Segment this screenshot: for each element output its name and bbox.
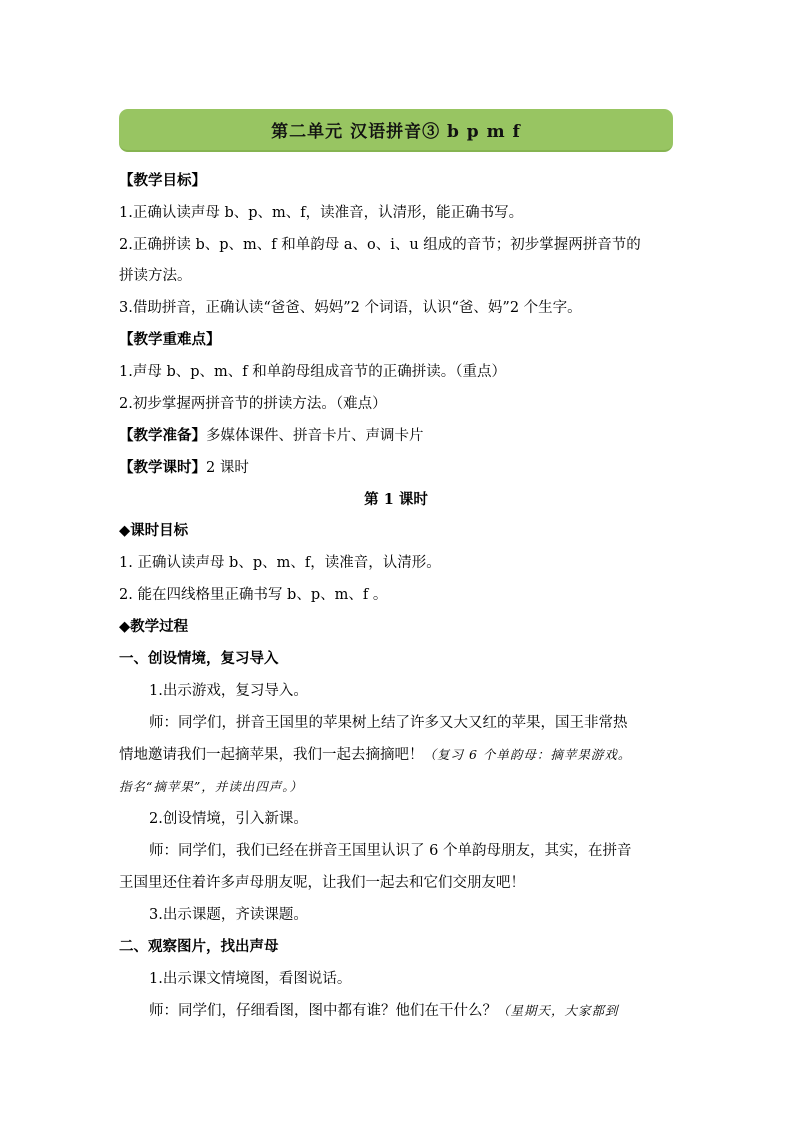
- process-heading: ◆教学过程: [119, 618, 189, 635]
- lesson-goal-item: 1. 正确认读声母 b、p、m、f，读准音，认清形。: [119, 555, 441, 571]
- paragraph-line: [119, 745, 679, 765]
- hours-label: 【教学课时】: [119, 459, 206, 476]
- lesson-goals-heading: ◆课时目标: [119, 522, 189, 539]
- lesson-goal-item: 2. 能在四线格里正确书写 b、p、m、f 。: [119, 587, 388, 603]
- objective-item: 1.正确认读声母 b、p、m、f，读准音，认清形，能正确书写。: [119, 205, 524, 221]
- step-text: 1.出示课文情境图，看图说话。: [149, 971, 352, 987]
- key-point-item: 2.初步掌握两拼音节的拼读方法。（难点）: [119, 396, 387, 412]
- unit-title-banner: [119, 109, 673, 152]
- teaching-note: （星期天，大家都到: [497, 1003, 619, 1018]
- objective-item: 2.正确拼读 b、p、m、f 和单韵母 a、o、i、u 组成的音节；初步掌握两拼音节的: [119, 237, 641, 253]
- section-heading: 二、观察图片，找出声母: [119, 938, 279, 955]
- objective-item: 拼读方法。: [119, 268, 192, 284]
- paragraph-text: 情地邀请我们一起摘苹果，我们一起去摘摘吧！: [119, 747, 424, 763]
- paragraph-line: 师：同学们，拼音王国里的苹果树上结了许多又大又红的苹果，国王非常热: [149, 715, 628, 731]
- lesson-title: 第 1 课时: [364, 491, 428, 508]
- paragraph-text: 师：同学们，仔细看图，图中都有谁？他们在干什么？: [149, 1003, 497, 1019]
- paragraph-line: 师：同学们，我们已经在拼音王国里认识了 6 个单韵母朋友，其实，在拼音: [149, 843, 632, 859]
- step-text: 2.创设情境，引入新课。: [149, 811, 308, 827]
- key-point-item: 1.声母 b、p、m、f 和单韵母组成音节的正确拼读。（重点）: [119, 364, 506, 380]
- unit-title: 第二单元 汉语拼音③ b p m f: [271, 122, 521, 142]
- preparation-row: [119, 426, 679, 446]
- preparation-text: 多媒体课件、拼音卡片、声调卡片: [206, 428, 424, 444]
- preparation-label: 【教学准备】: [119, 427, 206, 444]
- section-heading: 一、创设情境，复习导入: [119, 650, 279, 667]
- teaching-note: （复习 6 个单韵母：摘苹果游戏。: [423, 747, 632, 762]
- hours-text: 2 课时: [206, 460, 249, 476]
- step-text: 3.出示课题，齐读课题。: [149, 907, 308, 923]
- paragraph-line: 王国里还住着许多声母朋友呢，让我们一起去和它们交朋友吧！: [119, 875, 525, 891]
- paragraph-line: [149, 1001, 709, 1021]
- objectives-heading: 【教学目标】: [119, 172, 206, 189]
- key-points-heading: 【教学重难点】: [119, 331, 221, 348]
- objective-item: 3.借助拼音，正确认读“爸爸、妈妈”2 个词语，认识“爸、妈”2 个生字。: [119, 300, 582, 316]
- step-text: 1.出示游戏，复习导入。: [149, 683, 308, 699]
- teaching-note: 指名“摘苹果”，并读出四声。）: [119, 779, 304, 794]
- hours-row: [119, 458, 679, 478]
